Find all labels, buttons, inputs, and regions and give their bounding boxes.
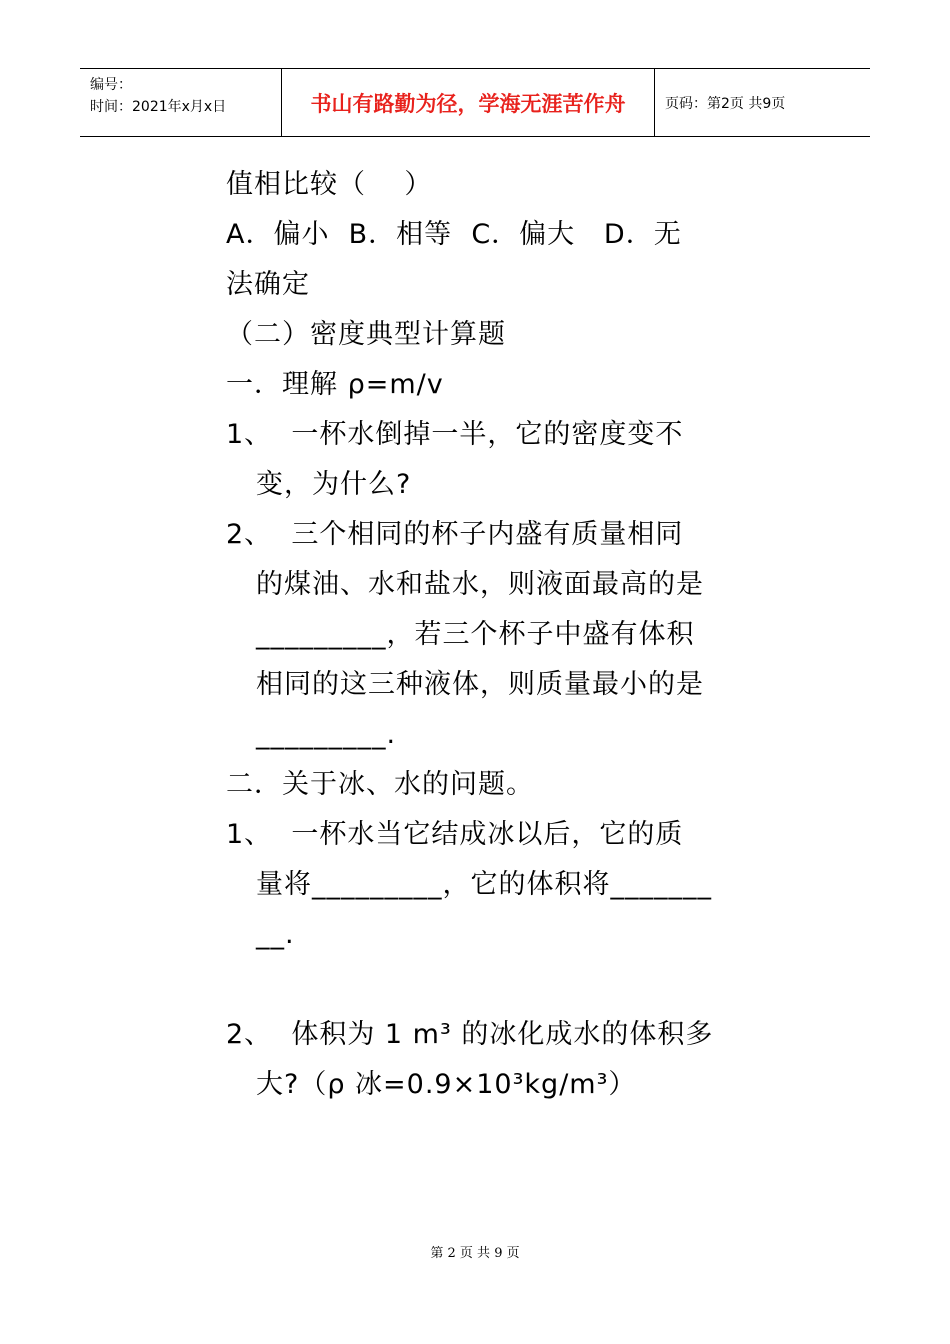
question-ice-1: 1、 一杯水当它结成冰以后，它的质 xyxy=(226,819,684,850)
document-body xyxy=(226,160,736,1110)
question-1-continuation: 变，为什么? xyxy=(256,469,412,500)
time-label: 时间：2021年x月x日 xyxy=(90,99,227,115)
question-ice-1-line-3: __. xyxy=(256,919,295,950)
header-motto: 书山有路勤为径，学海无涯苦作舟 xyxy=(282,69,655,136)
question-continuation: 值相比较（ ） xyxy=(226,169,433,200)
spacer xyxy=(226,960,736,1010)
page-header xyxy=(80,68,870,137)
question-ice-1-line-2: 量将_________，它的体积将_______ xyxy=(256,869,712,900)
question-ice-2-line-2: 大?（ρ 冰=0.9×10³kg/m³） xyxy=(256,1069,637,1100)
question-1: 1、 一杯水倒掉一半，它的密度变不 xyxy=(226,419,684,450)
question-2-line-4: 相同的这三种液体，则质量最小的是 xyxy=(256,669,704,700)
question-2-line-5: _________. xyxy=(256,719,397,750)
subsection-heading-2: 二．关于冰、水的问题。 xyxy=(226,769,534,800)
subsection-heading: 一．理解 ρ=m/v xyxy=(226,369,444,400)
header-page-info: 页码：第2页 共9页 xyxy=(665,95,786,112)
question-2-line-2: 的煤油、水和盐水，则液面最高的是 xyxy=(256,569,704,600)
answer-options-continuation: 法确定 xyxy=(226,269,310,300)
number-label: 编号： xyxy=(90,77,132,93)
question-ice-2: 2、 体积为 1 m³ 的冰化成水的体积多 xyxy=(226,1019,714,1050)
answer-options: A．偏小 B．相等 C．偏大 D．无 xyxy=(226,219,682,250)
section-heading: （二）密度典型计算题 xyxy=(226,319,506,350)
question-2: 2、 三个相同的杯子内盛有质量相同 xyxy=(226,519,684,550)
question-2-line-3: _________，若三个杯子中盛有体积 xyxy=(256,619,695,650)
header-meta xyxy=(80,69,282,136)
page-footer: 第 2 页 共 9 页 xyxy=(430,1246,520,1261)
